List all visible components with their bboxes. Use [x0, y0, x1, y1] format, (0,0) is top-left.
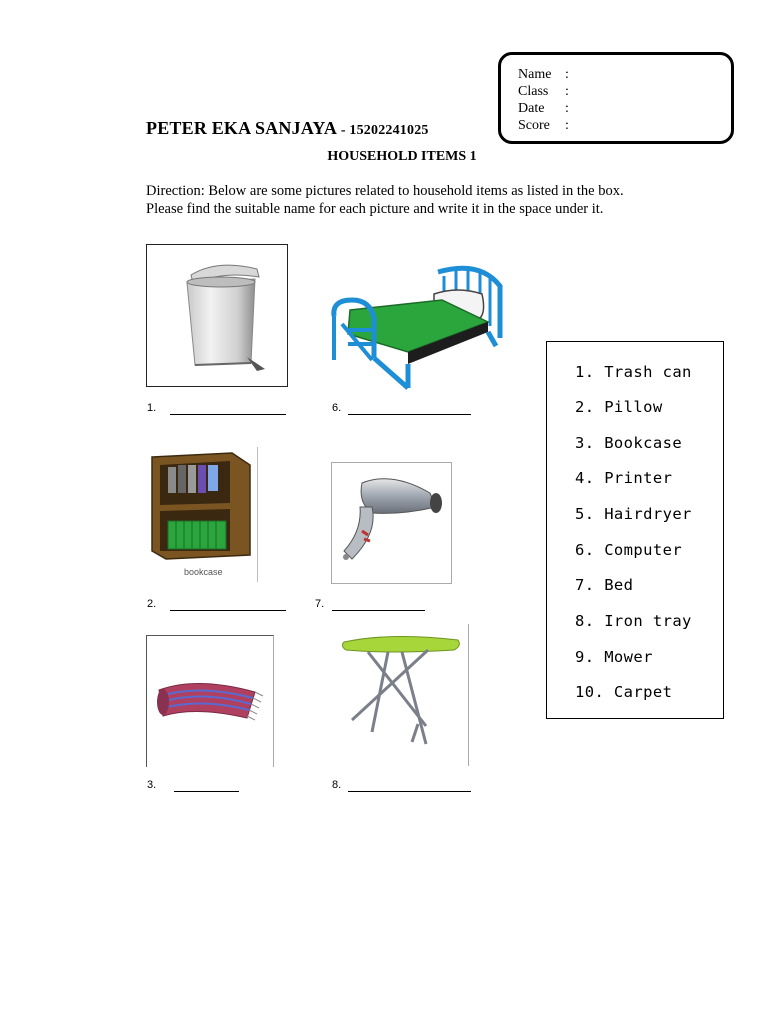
word-item: 6. Computer: [575, 541, 683, 559]
date-row: [518, 100, 569, 117]
ironing-board-image: [332, 624, 469, 766]
answer-blank-6[interactable]: [348, 414, 471, 415]
word-item: 9. Mower: [575, 648, 653, 666]
answer-blank-2[interactable]: [170, 610, 286, 611]
word-item: 2. Pillow: [575, 398, 663, 416]
date-colon: :: [565, 101, 569, 116]
direction-line-2: Please find the suitable name for each picture and write it in the space under it.: [146, 201, 604, 217]
picture-number-8: 8.: [332, 779, 342, 791]
picture-number-2: 2.: [147, 598, 157, 610]
class-colon: :: [565, 84, 569, 99]
score-label: Score: [518, 118, 550, 133]
carpet-icon: [147, 636, 273, 766]
answer-blank-3[interactable]: [174, 791, 239, 792]
directions: [146, 182, 624, 218]
class-row: [518, 83, 569, 100]
carpet-image: [146, 635, 274, 767]
date-label: Date: [518, 101, 545, 116]
name-label: Name: [518, 67, 552, 82]
author-line: [146, 118, 429, 139]
bookcase-image: [146, 447, 258, 582]
score-row: [518, 117, 569, 134]
name-colon: :: [565, 67, 569, 82]
ironing-board-icon: [332, 624, 468, 766]
hairdryer-image: [331, 462, 452, 584]
answer-blank-1[interactable]: [170, 414, 286, 415]
bookcase-caption: bookcase: [184, 567, 223, 577]
word-item: 5. Hairdryer: [575, 505, 692, 523]
word-list-box: [546, 341, 724, 719]
answer-blank-8[interactable]: [348, 791, 471, 792]
direction-line-1: Direction: Below are some pictures related to household items as listed in the box.: [146, 183, 624, 199]
word-item: 4. Printer: [575, 469, 673, 487]
word-item: 1. Trash can: [575, 363, 692, 381]
author-name: PETER EKA SANJAYA: [146, 118, 338, 138]
picture-number-7: 7.: [315, 598, 325, 610]
word-item: 3. Bookcase: [575, 434, 683, 452]
answer-blank-7[interactable]: [332, 610, 425, 611]
word-item: 10. Carpet: [575, 683, 673, 701]
bookcase-icon: [146, 447, 256, 565]
name-row: [518, 66, 569, 83]
trash-can-icon: [147, 245, 287, 386]
picture-number-3: 3.: [147, 779, 157, 791]
trash-can-image: [146, 244, 288, 387]
worksheet-title: HOUSEHOLD ITEMS 1: [327, 149, 477, 164]
class-label: Class: [518, 84, 549, 99]
word-item: 7. Bed: [575, 576, 634, 594]
picture-number-1: 1.: [147, 402, 157, 414]
picture-number-6: 6.: [332, 402, 342, 414]
word-item: 8. Iron tray: [575, 612, 692, 630]
score-colon: :: [565, 118, 569, 133]
bed-icon: [330, 260, 506, 390]
bed-image: [330, 260, 506, 390]
student-id: - 15202241025: [337, 123, 429, 138]
student-info-box: [498, 52, 734, 144]
hairdryer-icon: [332, 463, 451, 583]
